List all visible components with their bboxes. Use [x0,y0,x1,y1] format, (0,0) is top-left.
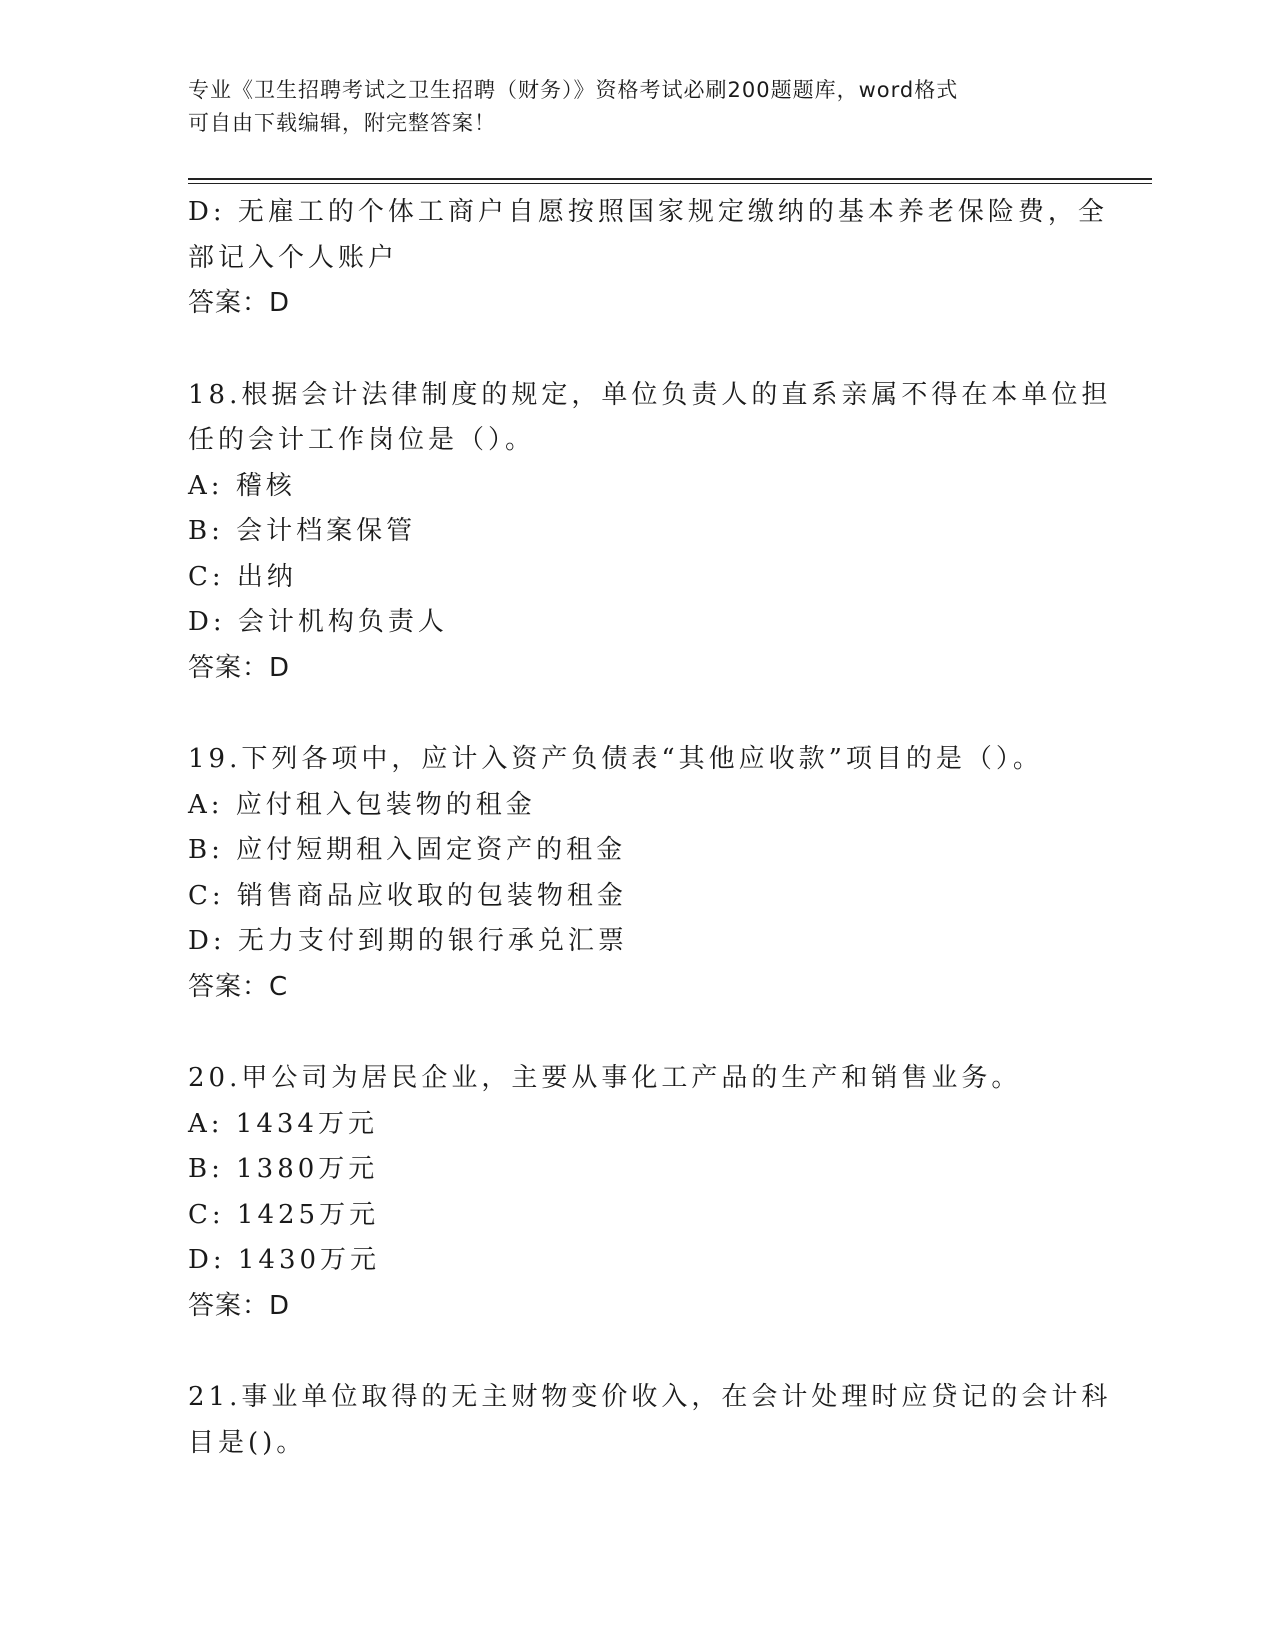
question-stem: 19.下列各项中，应计入资产负债表“其他应收款”项目的是（）。 [188,744,1043,774]
option-d: D: 会计机构负责人 [188,607,448,637]
question-18 [188,373,1112,692]
page-header [188,74,1068,140]
option-c: C: 销售商品应收取的包装物租金 [188,880,627,911]
option-b: B: 应付短期租入固定资产的租金 [188,835,627,865]
spacer [188,1010,1088,1056]
question-19 [188,737,1088,1010]
option-c: C: 1425万元 [188,1199,380,1230]
question-17-fragment [188,190,1108,327]
answer: 答案：D [188,652,291,683]
header-title-line-2: 可自由下载编辑，附完整答案！ [188,111,496,135]
question-21 [188,1375,1112,1466]
option-d: D: 1430万元 [188,1245,381,1275]
question-stem: 21.事业单位取得的无主财物变价收入，在会计处理时应贷记的会计科 [188,1382,1112,1412]
question-stem-continued: 任的会计工作岗位是（）。 [188,425,536,455]
header-divider-thick [188,178,1152,180]
option-b: B: 会计档案保管 [188,516,417,546]
answer: 答案：D [188,1290,291,1321]
spacer [188,1329,1088,1375]
question-stem: 20.甲公司为居民企业，主要从事化工产品的生产和销售业务。 [188,1063,1022,1093]
option-a: A: 应付租入包装物的租金 [188,789,536,820]
spacer [188,691,1088,737]
option-a: A: 稽核 [188,470,296,501]
spacer [188,327,1088,373]
question-20 [188,1056,1088,1329]
question-stem-continued: 目是()。 [188,1427,307,1458]
option-d: D: 无力支付到期的银行承兑汇票 [188,926,628,956]
header-divider-thin [188,183,1152,184]
option-a: A: 1434万元 [188,1108,378,1139]
answer: 答案：D [188,288,291,318]
option-c: C: 出纳 [188,561,297,592]
question-stem: 18.根据会计法律制度的规定，单位负责人的直系亲属不得在本单位担 [188,379,1112,410]
answer: 答案：C [188,971,289,1002]
header-title-line-1: 专业《卫生招聘考试之卫生招聘（财务）》资格考试必刷200题题库，word格式 [188,78,959,102]
option-d-continued: 部记入个人账户 [188,242,399,273]
question-content [188,190,1112,1466]
option-b: B: 1380万元 [188,1154,379,1184]
option-d: D: 无雇工的个体工商户自愿按照国家规定缴纳的基本养老保险费，全 [188,197,1108,227]
